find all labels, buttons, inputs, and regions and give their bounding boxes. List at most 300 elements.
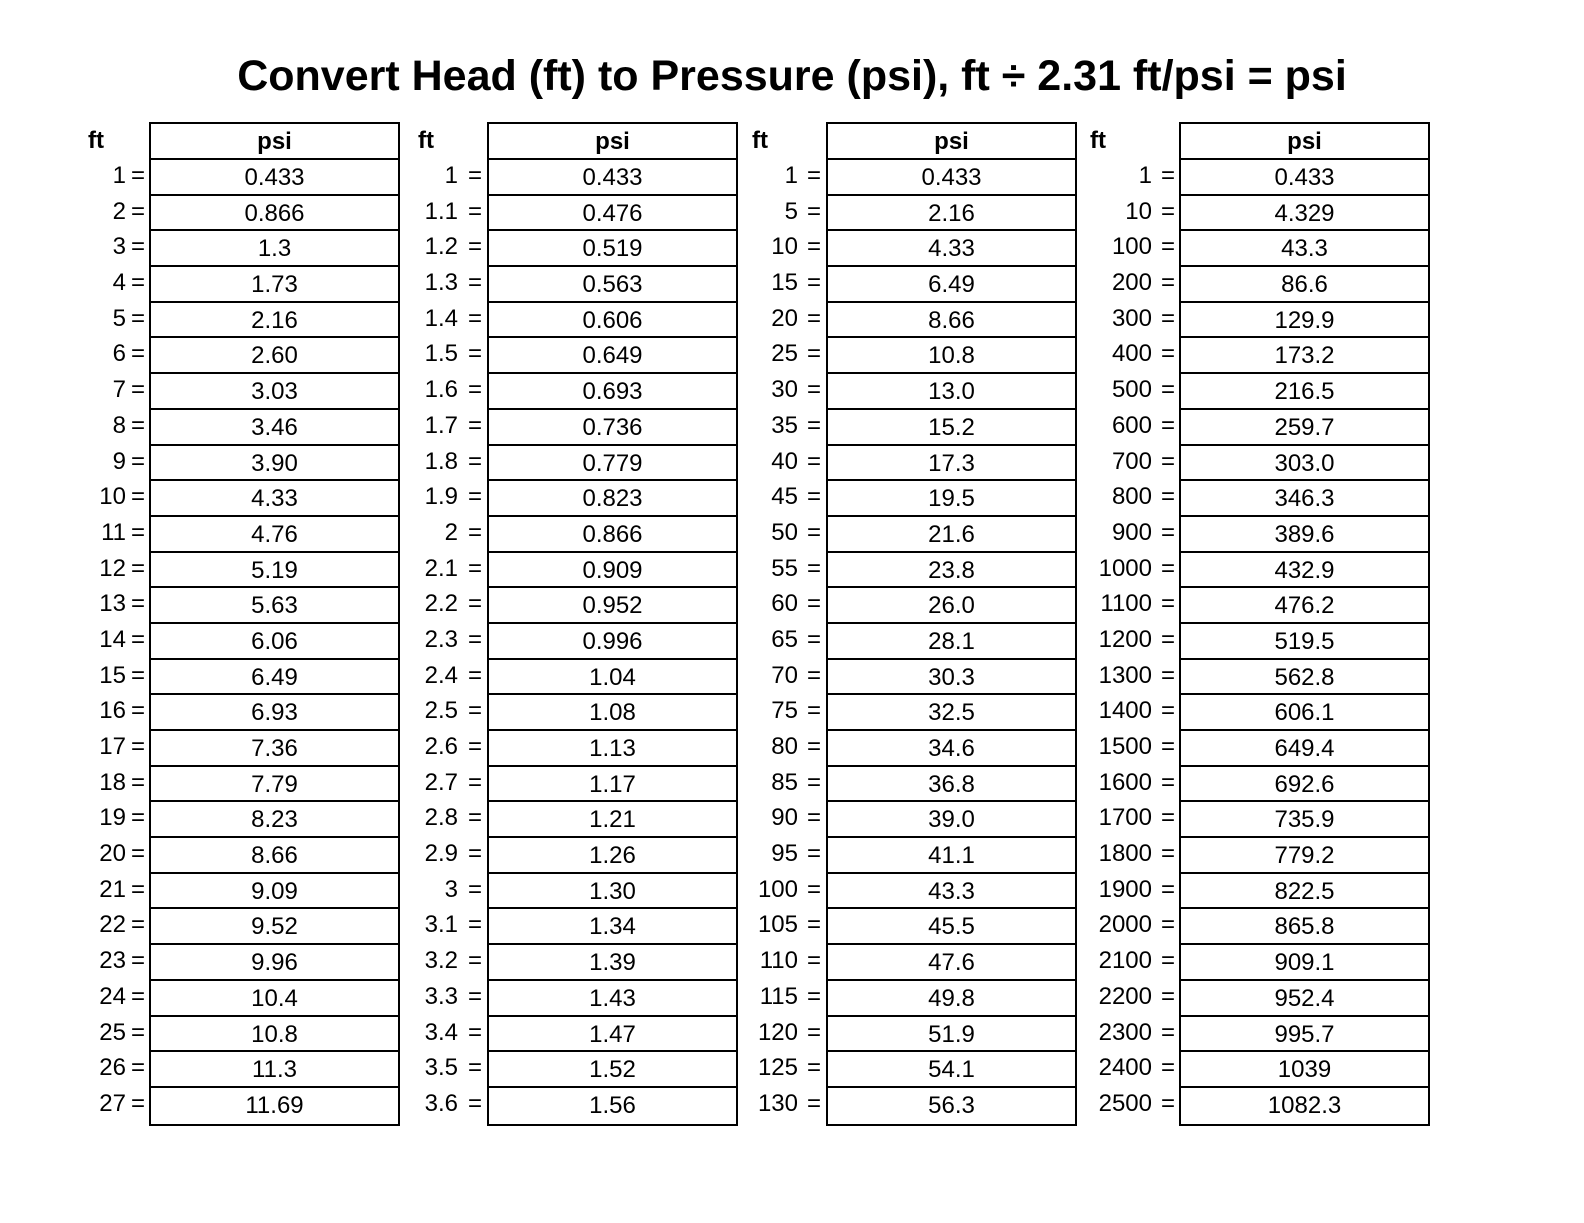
equals-sign: = <box>130 875 145 903</box>
ft-value: 100 <box>1111 233 1152 261</box>
equals-sign: = <box>1160 840 1175 868</box>
psi-value: 1.08 <box>489 695 736 731</box>
ft-value: 3.4 <box>424 1018 458 1046</box>
psi-value: 32.5 <box>828 695 1075 731</box>
psi-value: 6.49 <box>828 267 1075 303</box>
psi-value: 43.3 <box>1181 231 1428 267</box>
psi-value: 0.866 <box>489 517 736 553</box>
ft-value: 25 <box>99 1018 126 1046</box>
equals-sign: = <box>467 804 482 832</box>
psi-value: 0.433 <box>828 160 1075 196</box>
ft-value: 10 <box>99 483 126 511</box>
ft-value: 2100 <box>1098 947 1152 975</box>
equals-sign: = <box>1160 911 1175 939</box>
psi-value: 21.6 <box>828 517 1075 553</box>
psi-value: 41.1 <box>828 838 1075 874</box>
psi-value: 432.9 <box>1181 553 1428 589</box>
ft-value: 13 <box>99 590 126 618</box>
equals-sign: = <box>806 733 821 760</box>
equals-sign: = <box>806 661 821 689</box>
equals-sign: = <box>1160 625 1175 653</box>
ft-value: 110 <box>759 947 798 975</box>
equals-sign: = <box>130 554 145 582</box>
ft-value: 18 <box>99 768 126 796</box>
psi-value: 49.8 <box>828 981 1075 1017</box>
ft-value: 3.3 <box>424 982 458 1010</box>
ft-value: 1.1 <box>424 197 458 225</box>
psi-value: 26.0 <box>828 588 1075 624</box>
equals-sign: = <box>130 661 145 689</box>
psi-value: 0.476 <box>489 196 736 232</box>
ft-value: 4 <box>112 269 126 297</box>
psi-value: 216.5 <box>1181 374 1428 410</box>
psi-value: 1.17 <box>489 767 736 803</box>
ft-value: 500 <box>1111 376 1152 404</box>
psi-value: 0.823 <box>489 481 736 517</box>
psi-value: 1.04 <box>489 660 736 696</box>
ft-value: 2.4 <box>424 661 458 689</box>
ft-value: 2500 <box>1098 1089 1152 1117</box>
ft-value: 400 <box>1111 340 1152 368</box>
equals-sign: = <box>130 411 145 439</box>
equals-sign: = <box>130 197 145 225</box>
psi-value: 995.7 <box>1181 1017 1428 1053</box>
psi-value: 0.606 <box>489 303 736 339</box>
psi-value: 30.3 <box>828 660 1075 696</box>
psi-value: 1.39 <box>489 945 736 981</box>
ft-value: 105 <box>757 911 798 939</box>
equals-sign: = <box>1160 162 1175 189</box>
ft-value: 1900 <box>1098 875 1152 903</box>
equals-sign: = <box>467 982 482 1010</box>
equals-sign: = <box>806 340 821 368</box>
psi-value: 6.49 <box>151 660 398 696</box>
ft-column-header: ft <box>418 127 434 154</box>
equals-sign: = <box>1160 697 1175 725</box>
psi-value: 4.329 <box>1181 196 1428 232</box>
ft-value: 10 <box>771 233 798 261</box>
psi-value: 17.3 <box>828 446 1075 482</box>
psi-column <box>826 122 1077 1126</box>
equals-sign: = <box>806 697 821 725</box>
ft-value: 2300 <box>1098 1018 1152 1046</box>
equals-sign: = <box>1160 376 1175 404</box>
ft-value: 3.5 <box>424 1054 458 1082</box>
psi-value: 10.4 <box>151 981 398 1017</box>
equals-sign: = <box>467 840 482 868</box>
ft-value: 2.6 <box>424 733 458 760</box>
psi-value: 3.03 <box>151 374 398 410</box>
equals-sign: = <box>806 233 821 261</box>
ft-value: 22 <box>99 911 126 939</box>
ft-value: 1000 <box>1098 554 1152 582</box>
psi-value: 4.33 <box>151 481 398 517</box>
equals-sign: = <box>1160 483 1175 511</box>
ft-value: 80 <box>771 733 798 760</box>
ft-value: 1.5 <box>424 340 458 368</box>
psi-value: 28.1 <box>828 624 1075 660</box>
equals-sign: = <box>130 1018 145 1046</box>
equals-sign: = <box>130 269 145 297</box>
equals-sign: = <box>467 518 482 546</box>
ft-value: 1 <box>1138 162 1152 189</box>
equals-sign: = <box>1160 269 1175 297</box>
ft-value: 2.5 <box>424 697 458 725</box>
equals-sign: = <box>130 447 145 475</box>
equals-sign: = <box>467 875 482 903</box>
ft-value: 45 <box>771 483 798 511</box>
psi-value: 389.6 <box>1181 517 1428 553</box>
psi-value: 3.90 <box>151 446 398 482</box>
psi-value: 519.5 <box>1181 624 1428 660</box>
psi-value: 649.4 <box>1181 731 1428 767</box>
equals-sign: = <box>467 697 482 725</box>
psi-value: 86.6 <box>1181 267 1428 303</box>
ft-value: 1100 <box>1100 590 1152 618</box>
ft-value: 3.6 <box>424 1089 458 1117</box>
equals-sign: = <box>130 625 145 653</box>
psi-value: 43.3 <box>828 874 1075 910</box>
equals-sign: = <box>806 197 821 225</box>
equals-sign: = <box>806 162 821 189</box>
equals-sign: = <box>467 269 482 297</box>
equals-sign: = <box>1160 804 1175 832</box>
equals-sign: = <box>130 483 145 511</box>
equals-sign: = <box>1160 661 1175 689</box>
psi-value: 9.96 <box>151 945 398 981</box>
psi-value: 23.8 <box>828 553 1075 589</box>
ft-value: 900 <box>1111 518 1152 546</box>
psi-column-header: psi <box>1181 124 1428 160</box>
psi-value: 0.433 <box>151 160 398 196</box>
equals-sign: = <box>1160 447 1175 475</box>
ft-value: 300 <box>1111 304 1152 332</box>
psi-value: 9.09 <box>151 874 398 910</box>
equals-sign: = <box>806 447 821 475</box>
psi-value: 19.5 <box>828 481 1075 517</box>
ft-value: 800 <box>1111 483 1152 511</box>
equals-sign: = <box>467 590 482 618</box>
psi-column-header: psi <box>151 124 398 160</box>
ft-value: 600 <box>1111 411 1152 439</box>
ft-column-header: ft <box>752 127 768 154</box>
ft-value: 2.1 <box>424 554 458 582</box>
equals-sign: = <box>806 518 821 546</box>
psi-value: 8.66 <box>151 838 398 874</box>
psi-value: 692.6 <box>1181 767 1428 803</box>
equals-sign: = <box>467 911 482 939</box>
psi-value: 34.6 <box>828 731 1075 767</box>
ft-value: 14 <box>99 625 126 653</box>
psi-value: 3.46 <box>151 410 398 446</box>
psi-value: 779.2 <box>1181 838 1428 874</box>
equals-sign: = <box>806 304 821 332</box>
ft-value: 19 <box>99 804 126 832</box>
equals-sign: = <box>1160 518 1175 546</box>
psi-value: 0.563 <box>489 267 736 303</box>
ft-value: 1200 <box>1098 625 1152 653</box>
psi-value: 1.73 <box>151 267 398 303</box>
equals-sign: = <box>130 840 145 868</box>
equals-sign: = <box>806 1089 821 1117</box>
equals-sign: = <box>806 483 821 511</box>
equals-sign: = <box>130 733 145 760</box>
equals-sign: = <box>467 768 482 796</box>
psi-value: 562.8 <box>1181 660 1428 696</box>
psi-value: 0.779 <box>489 446 736 482</box>
equals-sign: = <box>1160 554 1175 582</box>
equals-sign: = <box>1160 590 1175 618</box>
page-title: Convert Head (ft) to Pressure (psi), ft ÷ 2.31 ft/psi = psi <box>237 52 1347 100</box>
psi-value: 952.4 <box>1181 981 1428 1017</box>
equals-sign: = <box>467 1054 482 1082</box>
ft-value: 55 <box>771 554 798 582</box>
psi-value: 1.52 <box>489 1052 736 1088</box>
ft-column <box>408 158 458 1122</box>
ft-value: 1.4 <box>424 304 458 332</box>
psi-value: 1.30 <box>489 874 736 910</box>
equals-sign: = <box>806 269 821 297</box>
equals-sign: = <box>806 1054 821 1082</box>
psi-value: 1.26 <box>489 838 736 874</box>
ft-value: 60 <box>771 590 798 618</box>
psi-value: 346.3 <box>1181 481 1428 517</box>
equals-sign: = <box>1160 733 1175 760</box>
ft-value: 1 <box>444 162 458 189</box>
equals-sign: = <box>467 625 482 653</box>
ft-value: 1.7 <box>424 411 458 439</box>
ft-column-header: ft <box>88 127 104 154</box>
psi-value: 1039 <box>1181 1052 1428 1088</box>
equals-sign: = <box>130 804 145 832</box>
psi-column <box>1179 122 1430 1126</box>
ft-value: 35 <box>771 411 798 439</box>
psi-value: 8.66 <box>828 303 1075 339</box>
equals-sign: = <box>467 197 482 225</box>
ft-value: 26 <box>99 1054 126 1082</box>
equals-column <box>1158 158 1178 1122</box>
equals-sign: = <box>467 340 482 368</box>
psi-value: 735.9 <box>1181 802 1428 838</box>
psi-column-header: psi <box>828 124 1075 160</box>
equals-sign: = <box>1160 1018 1175 1046</box>
psi-value: 1082.3 <box>1267 1091 1342 1119</box>
psi-value: 47.6 <box>828 945 1075 981</box>
ft-value: 65 <box>771 625 798 653</box>
psi-column <box>487 122 738 1126</box>
psi-value: 9.52 <box>151 909 398 945</box>
ft-value: 15 <box>99 661 126 689</box>
ft-value: 120 <box>757 1018 798 1046</box>
ft-value: 1800 <box>1098 840 1152 868</box>
ft-value: 1500 <box>1098 733 1152 760</box>
equals-sign: = <box>130 947 145 975</box>
ft-value: 9 <box>112 447 126 475</box>
equals-sign: = <box>467 447 482 475</box>
equals-sign: = <box>806 554 821 582</box>
ft-value: 2.7 <box>424 768 458 796</box>
psi-value: 36.8 <box>828 767 1075 803</box>
ft-value: 3 <box>112 233 126 261</box>
ft-value: 2000 <box>1098 911 1152 939</box>
psi-value: 7.36 <box>151 731 398 767</box>
ft-value: 1400 <box>1098 697 1152 725</box>
equals-sign: = <box>1160 197 1175 225</box>
psi-value: 1.56 <box>589 1091 636 1119</box>
psi-value: 2.16 <box>828 196 1075 232</box>
ft-value: 115 <box>759 982 798 1010</box>
equals-sign: = <box>130 340 145 368</box>
ft-value: 1.2 <box>424 233 458 261</box>
ft-value: 3 <box>444 875 458 903</box>
equals-sign: = <box>467 162 482 189</box>
equals-sign: = <box>130 304 145 332</box>
psi-column <box>149 122 400 1126</box>
ft-value: 40 <box>771 447 798 475</box>
ft-value: 7 <box>112 376 126 404</box>
equals-sign: = <box>806 1018 821 1046</box>
psi-value: 0.433 <box>1181 160 1428 196</box>
psi-value: 10.8 <box>828 338 1075 374</box>
ft-value: 24 <box>99 982 126 1010</box>
equals-sign: = <box>806 590 821 618</box>
psi-value: 476.2 <box>1181 588 1428 624</box>
equals-sign: = <box>1160 340 1175 368</box>
ft-value: 1.9 <box>424 483 458 511</box>
equals-sign: = <box>1160 982 1175 1010</box>
equals-sign: = <box>1160 768 1175 796</box>
equals-sign: = <box>130 518 145 546</box>
ft-value: 20 <box>99 840 126 868</box>
equals-sign: = <box>130 1054 145 1082</box>
psi-value: 8.23 <box>151 802 398 838</box>
psi-value: 1.3 <box>151 231 398 267</box>
psi-value: 865.8 <box>1181 909 1428 945</box>
psi-value: 606.1 <box>1181 695 1428 731</box>
ft-value: 700 <box>1111 447 1152 475</box>
equals-sign: = <box>1160 947 1175 975</box>
equals-sign: = <box>467 1089 482 1117</box>
equals-sign: = <box>467 554 482 582</box>
ft-value: 1.6 <box>424 376 458 404</box>
psi-value: 6.93 <box>151 695 398 731</box>
equals-sign: = <box>1160 1054 1175 1082</box>
psi-value: 4.76 <box>151 517 398 553</box>
ft-value: 5 <box>112 304 126 332</box>
equals-column <box>804 158 824 1122</box>
equals-sign: = <box>467 304 482 332</box>
psi-value: 909.1 <box>1181 945 1428 981</box>
equals-sign: = <box>806 947 821 975</box>
ft-value: 2400 <box>1098 1054 1152 1082</box>
equals-sign: = <box>130 233 145 261</box>
equals-sign: = <box>1160 411 1175 439</box>
ft-value: 1.8 <box>424 447 458 475</box>
psi-value: 822.5 <box>1181 874 1428 910</box>
ft-value: 23 <box>99 947 126 975</box>
equals-sign: = <box>467 233 482 261</box>
ft-value: 90 <box>771 804 798 832</box>
ft-value: 130 <box>757 1089 798 1117</box>
psi-value: 1.13 <box>489 731 736 767</box>
equals-sign: = <box>1160 233 1175 261</box>
equals-sign: = <box>130 162 145 189</box>
psi-value: 10.8 <box>151 1017 398 1053</box>
ft-value: 15 <box>771 269 798 297</box>
ft-value: 1300 <box>1098 661 1152 689</box>
equals-sign: = <box>130 768 145 796</box>
psi-value: 5.63 <box>151 588 398 624</box>
ft-value: 8 <box>112 411 126 439</box>
equals-sign: = <box>806 768 821 796</box>
equals-sign: = <box>467 483 482 511</box>
psi-value: 45.5 <box>828 909 1075 945</box>
ft-value: 85 <box>771 768 798 796</box>
ft-value: 3.1 <box>424 911 458 939</box>
equals-sign: = <box>130 376 145 404</box>
psi-value: 1.21 <box>489 802 736 838</box>
ft-value: 70 <box>771 661 798 689</box>
psi-value: 303.0 <box>1181 446 1428 482</box>
psi-value: 1.43 <box>489 981 736 1017</box>
psi-column-header: psi <box>489 124 736 160</box>
ft-value: 2.9 <box>424 840 458 868</box>
ft-value: 5 <box>784 197 798 225</box>
psi-value: 11.3 <box>151 1052 398 1088</box>
equals-sign: = <box>806 911 821 939</box>
equals-sign: = <box>806 875 821 903</box>
psi-value: 2.60 <box>151 338 398 374</box>
ft-value: 125 <box>757 1054 798 1082</box>
psi-value: 54.1 <box>828 1052 1075 1088</box>
equals-sign: = <box>130 590 145 618</box>
ft-column <box>1080 158 1152 1122</box>
psi-value: 0.909 <box>489 553 736 589</box>
ft-value: 1 <box>784 162 798 189</box>
ft-value: 2.8 <box>424 804 458 832</box>
ft-value: 1700 <box>1098 804 1152 832</box>
ft-value: 95 <box>771 840 798 868</box>
ft-value: 17 <box>99 733 126 760</box>
psi-value: 129.9 <box>1181 303 1428 339</box>
psi-value: 0.519 <box>489 231 736 267</box>
equals-sign: = <box>467 1018 482 1046</box>
ft-value: 12 <box>99 554 126 582</box>
equals-sign: = <box>806 840 821 868</box>
equals-sign: = <box>467 947 482 975</box>
ft-value: 10 <box>1125 197 1152 225</box>
equals-sign: = <box>130 697 145 725</box>
equals-sign: = <box>1160 875 1175 903</box>
ft-value: 20 <box>771 304 798 332</box>
psi-value: 15.2 <box>828 410 1075 446</box>
equals-sign: = <box>467 733 482 760</box>
equals-sign: = <box>1160 1089 1175 1117</box>
psi-value: 173.2 <box>1181 338 1428 374</box>
ft-value: 2200 <box>1098 982 1152 1010</box>
ft-value: 21 <box>99 875 126 903</box>
equals-sign: = <box>806 804 821 832</box>
psi-value: 259.7 <box>1181 410 1428 446</box>
ft-value: 30 <box>771 376 798 404</box>
psi-value: 5.19 <box>151 553 398 589</box>
psi-value: 6.06 <box>151 624 398 660</box>
psi-value: 0.649 <box>489 338 736 374</box>
psi-value: 2.16 <box>151 303 398 339</box>
psi-value: 4.33 <box>828 231 1075 267</box>
ft-value: 11 <box>101 518 126 546</box>
equals-sign: = <box>467 661 482 689</box>
